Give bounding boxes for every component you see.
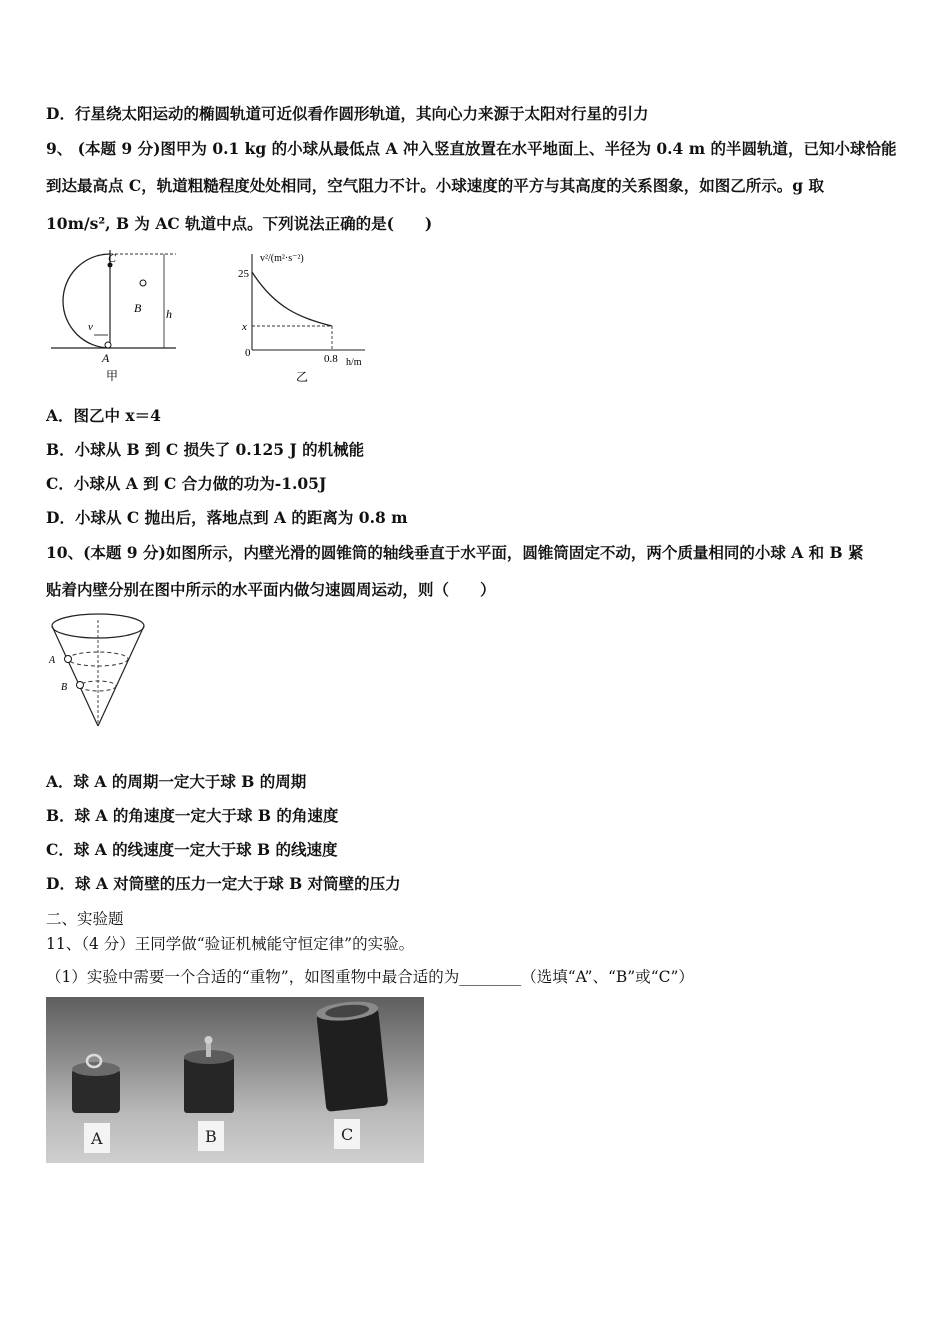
label-b: B bbox=[134, 301, 142, 315]
x-tick-08: 0.8 bbox=[324, 353, 338, 365]
q9-stem-line2: 到达最高点 C，轨道粗糙程度处处相同，空气阻力不计。小球速度的平方与其高度的关系图象，如图乙所示。g 取 bbox=[46, 176, 824, 195]
q11-part1: （1）实验中需要一个合适的“重物”，如图重物中最合适的为________（选填“A”、“B”或“C”） bbox=[46, 968, 694, 986]
ball-b bbox=[77, 682, 84, 689]
ball-a bbox=[65, 656, 72, 663]
q10-stem-line2: 贴着内壁分别在图中所示的水平面内做匀速圆周运动，则（ ） bbox=[46, 580, 496, 599]
label-b: B bbox=[61, 682, 68, 693]
label-h: h bbox=[166, 307, 172, 321]
q9-stem-line1: 9、 (本题 9 分)图甲为 0.1 kg 的小球从最低点 A 冲入竖直放置在水平地面上、半径为 0.4 m 的半圆轨道，已知小球恰能 bbox=[46, 139, 897, 158]
figure-yi bbox=[230, 250, 380, 390]
curve bbox=[252, 272, 332, 326]
q9-option-c: C．小球从 A 到 C 合力做的功为-1.05J bbox=[46, 474, 327, 493]
y-tick-25: 25 bbox=[238, 268, 249, 280]
y-label: v²/(m²·s⁻²) bbox=[260, 253, 304, 264]
q10-option-a: A．球 A 的周期一定大于球 B 的周期 bbox=[46, 772, 307, 791]
caption-jia: 甲 bbox=[106, 369, 119, 383]
ball-b bbox=[140, 280, 146, 286]
point-a bbox=[105, 342, 111, 348]
origin-label: 0 bbox=[245, 347, 251, 359]
label-c: C bbox=[341, 1125, 354, 1144]
q11-stem: 11、（4 分）王同学做“验证机械能守恒定律”的实验。 bbox=[46, 935, 415, 953]
label-b: B bbox=[205, 1127, 217, 1146]
q10-option-c: C．球 A 的线速度一定大于球 B 的线速度 bbox=[46, 840, 338, 859]
weights-photo bbox=[46, 997, 424, 1163]
x-label: h/m bbox=[346, 357, 362, 368]
cone-figure bbox=[46, 610, 156, 730]
caption-yi: 乙 bbox=[296, 370, 309, 384]
q8-option-d: D．行星绕太阳运动的椭圆轨道可近似看作圆形轨道，其向心力来源于太阳对行星的引力 bbox=[46, 104, 649, 123]
label-c: C bbox=[108, 251, 117, 265]
q10-option-d: D．球 A 对筒壁的压力一定大于球 B 对筒壁的压力 bbox=[46, 874, 401, 893]
y-tick-x: x bbox=[242, 321, 247, 333]
q10-option-b: B．球 A 的角速度一定大于球 B 的角速度 bbox=[46, 806, 339, 825]
label-a: A bbox=[91, 1129, 103, 1148]
q10-stem-line1: 10、(本题 9 分)如图所示，内壁光滑的圆锥筒的轴线垂直于水平面，圆锥筒固定不动，两个质量相同的小球 A 和 B 紧 bbox=[46, 543, 864, 562]
weight-c bbox=[315, 999, 388, 1112]
q9-option-a: A．图乙中 x＝4 bbox=[46, 406, 161, 425]
q9-stem-line3: 10m/s², B 为 AC 轨道中点。下列说法正确的是( ) bbox=[46, 214, 433, 233]
label-a: A bbox=[102, 351, 110, 365]
weight-a bbox=[72, 1055, 120, 1113]
weight-b bbox=[184, 1036, 234, 1113]
q9-option-d: D．小球从 C 抛出后，落地点到 A 的距离为 0.8 m bbox=[46, 508, 408, 527]
figure-jia bbox=[46, 250, 196, 390]
q9-option-b: B．小球从 B 到 C 损失了 0.125 J 的机械能 bbox=[46, 440, 365, 459]
label-a: A bbox=[49, 655, 56, 666]
label-v: v bbox=[88, 321, 93, 333]
section-heading: 二、实验题 bbox=[46, 910, 124, 928]
